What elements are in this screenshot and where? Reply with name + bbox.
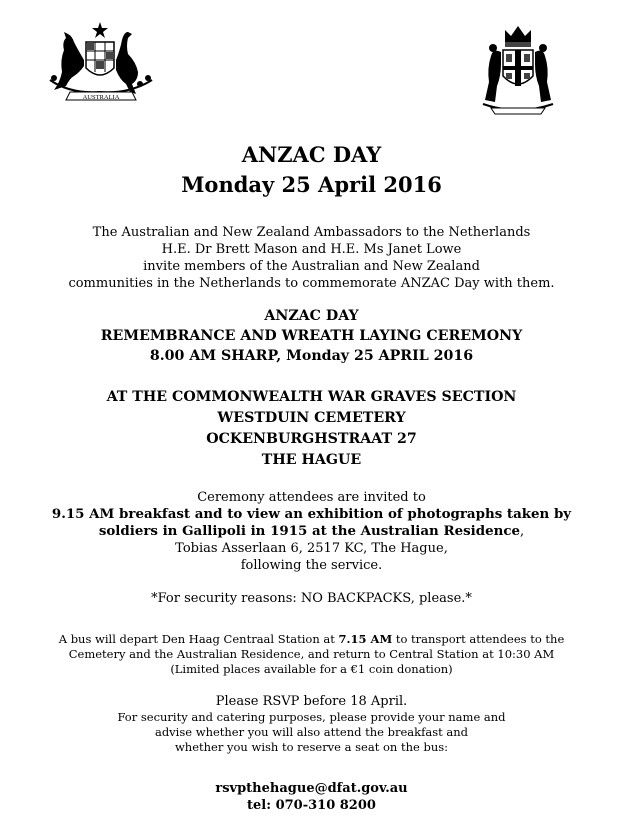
breakfast-line (0, 523, 623, 540)
rsvp-line: For security and catering purposes, please provide your name and (117, 710, 506, 724)
breakfast-line-bold: soldiers in Gallipoli in 1915 at the Australian Residence (98, 523, 521, 539)
australian-coat-of-arms (40, 20, 162, 106)
title-line-2: Monday 25 April 2016 (181, 172, 442, 197)
location-line: THE HAGUE (261, 452, 362, 468)
bus-line: (Limited places available for a €1 coin donation) (170, 662, 453, 676)
new-zealand-coat-of-arms (475, 20, 561, 120)
rsvp-phone: tel: 070-310 8200 (247, 798, 376, 813)
breakfast-line: Ceremony attendees are invited to (197, 490, 426, 505)
ceremony-line: 8.00 AM SHARP, Monday 25 APRIL 2016 (149, 348, 474, 364)
rsvp-paragraph (0, 693, 623, 755)
bus-line: Cemetery and the Australian Residence, and return to Central Station at 10:30 AM (68, 647, 555, 661)
title-block (0, 140, 623, 200)
contact-block (0, 780, 623, 814)
bus-time: 7.15 AM (338, 632, 393, 646)
location-line: AT THE COMMONWEALTH WAR GRAVES SECTION (106, 389, 517, 405)
security-note: *For security reasons: NO BACKPACKS, please.* (151, 591, 472, 606)
invitation-line: H.E. Dr Brett Mason and H.E. Ms Janet Lowe (161, 242, 462, 257)
invitation-line: communities in the Netherlands to commemorate ANZAC Day with them. (68, 276, 555, 291)
rsvp-line: whether you wish to reserve a seat on the bus: (174, 740, 449, 754)
breakfast-line-bold: 9.15 AM breakfast and to view an exhibition of photographs taken by (51, 506, 572, 522)
breakfast-line: following the service. (240, 558, 383, 573)
bus-line (0, 632, 623, 647)
location-block (0, 387, 623, 471)
bus-text: to transport attendees to the (392, 632, 565, 646)
breakfast-address: Tobias Asserlaan 6, 2517 KC, The Hague, (175, 541, 448, 556)
rsvp-email-link[interactable]: rsvpthehague@dfat.gov.au (215, 781, 408, 796)
bus-text: A bus will depart Den Haag Centraal Station at (58, 632, 339, 646)
ceremony-block (0, 306, 623, 366)
invitation-line: invite members of the Australian and New Zealand (143, 259, 480, 274)
invitation-paragraph (0, 224, 623, 292)
location-line: OCKENBURGHSTRAAT 27 (206, 431, 417, 447)
title-line-1: ANZAC DAY (241, 142, 382, 167)
rsvp-line: advise whether you will also attend the breakfast and (154, 725, 469, 739)
breakfast-comma: , (520, 524, 525, 539)
ceremony-line: ANZAC DAY (264, 308, 359, 324)
location-line: WESTDUIN CEMETERY (217, 410, 406, 426)
bus-paragraph (0, 632, 623, 677)
rsvp-deadline: Please RSVP before 18 April. (215, 694, 408, 709)
breakfast-paragraph (0, 489, 623, 574)
invitation-line: The Australian and New Zealand Ambassadors to the Netherlands (92, 225, 531, 240)
ceremony-line: REMEMBRANCE AND WREATH LAYING CEREMONY (100, 328, 523, 344)
australia-banner-text: AUSTRALIA (82, 94, 120, 101)
